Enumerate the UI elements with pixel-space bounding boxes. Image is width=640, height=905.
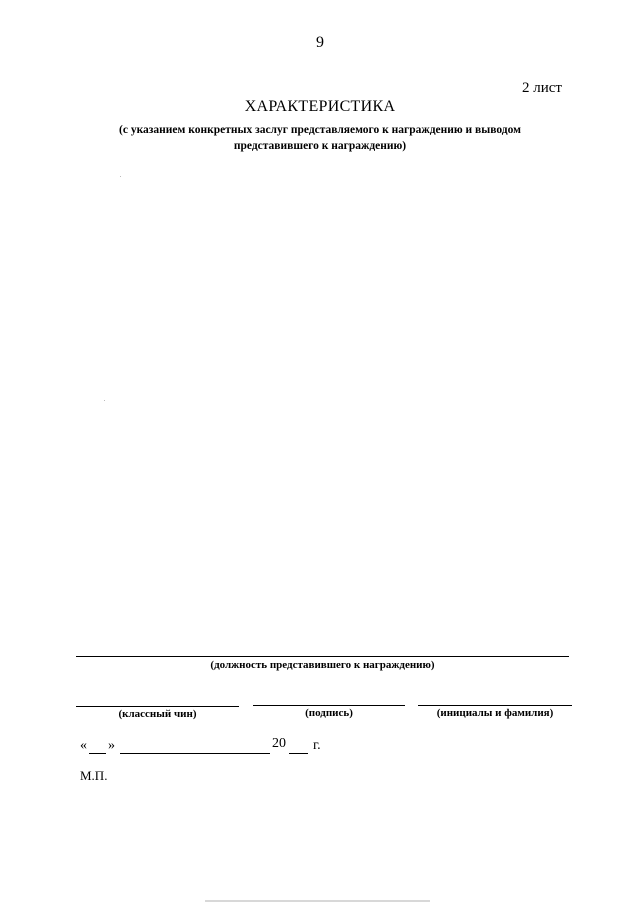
signature-line [253,705,405,706]
scan-speck [104,400,105,401]
page-number: 9 [316,34,324,51]
rank-line [76,706,239,707]
sheet-label: 2 лист [522,80,562,96]
date-close-quote: » [108,738,115,753]
position-caption: (должность представившего к награждению) [210,659,435,671]
document-subtitle: (с указанием конкретных заслуг представляемого к награждению и выводом представившего к награждению) [119,124,521,152]
scan-edge-shadow [205,900,430,902]
date-open-quote: « [80,738,87,753]
name-line [418,705,572,706]
date-year-prefix: 20 [272,736,286,751]
position-line [76,656,569,657]
year-blank-line [289,753,308,754]
name-caption: (инициалы и фамилия) [436,707,554,719]
document-title: ХАРАКТЕРИСТИКА [244,98,396,115]
date-year-suffix: г. [313,738,321,753]
rank-caption: (классный чин) [118,708,197,720]
stamp-label: М.П. [80,768,108,783]
day-blank-line [89,753,106,754]
month-blank-line [120,753,270,754]
scan-speck [120,176,121,177]
signature-caption: (подпись) [305,707,353,719]
